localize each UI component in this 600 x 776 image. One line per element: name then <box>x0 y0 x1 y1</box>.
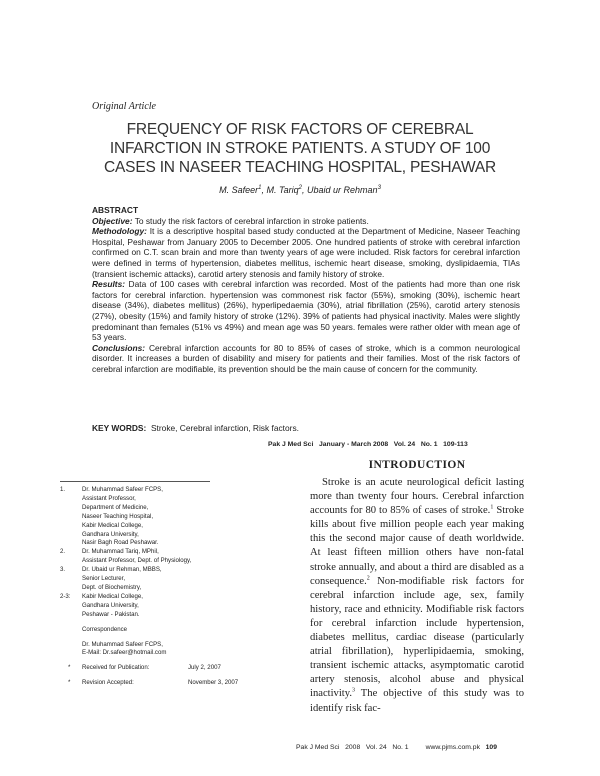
citation-mark: 1 <box>490 504 494 511</box>
affiliation-entry <box>60 593 305 620</box>
citation-mark: 2 <box>366 575 370 582</box>
abstract-results <box>92 279 520 343</box>
objective-label: Objective: <box>92 215 133 226</box>
date-value: November 3, 2007 <box>188 679 239 687</box>
footer-journal-text: Pak J Med Sci 2008 Vol. 24 No. 1 www.pjms.com.pk <box>296 744 480 751</box>
affiliation-line: Nasir Bagh Road Peshawar. <box>82 539 159 547</box>
affiliation-number: 1. <box>60 486 66 493</box>
abstract-methodology <box>92 226 520 279</box>
intro-text: The objective of this study was to identify risk fac- <box>310 688 524 714</box>
keywords-text: Stroke, Cerebral infarction, Risk factors. <box>150 423 299 433</box>
conclusions-text: Cerebral infarction accounts for 80 to 85% of cases of stroke, which is a common neurological disorder. It increases a burden of disability and misery for patients and their families. Most of the risk factors of cerebral infarction are modifiable, its prevention should be the main cause of concern for the community. <box>92 342 521 374</box>
author-name: M. Tariq <box>266 185 299 195</box>
introduction-body <box>310 476 524 716</box>
methodology-text: It is a descriptive hospital based study conducted at the Department of Medicine, Naseer Teaching Hospital, Peshawar from January 2005 to December 2005. One hundred patients of stroke with cerebral infarction confirmed on C.T. scan brain and more than twenty years of age were included. Risk factors for cerebral infarction were defined in terms of hypertension, diabetes mellitus, ischemic heart disease, smoking, dyslipidaemia, TIAs (transient ischemic attacks), carotid artery stenosis and family history of stroke. <box>92 226 521 279</box>
keywords <box>92 423 299 433</box>
abstract-objective <box>92 216 520 227</box>
author-affiliation-mark: 3 <box>377 185 381 191</box>
intro-text: Stroke kills about five million people each year making this the second major cause of death worldwide. At least fifteen million others have non-fatal stroke annually, and about a third are disabled as a consequence. <box>310 505 524 587</box>
abstract-section <box>92 205 520 375</box>
journal-citation-line: Pak J Med Sci January - March 2008 Vol. 24 No. 1 109-113 <box>268 441 468 448</box>
keywords-label: KEY WORDS: <box>92 423 147 433</box>
correspondence-line: Dr. Muhammad Safeer FCPS, <box>82 640 163 648</box>
affiliation-line: Peshawar - Pakistan. <box>82 610 140 618</box>
page-footer <box>296 744 497 751</box>
methodology-label: Methodology: <box>92 226 147 237</box>
objective-text: To study the risk factors of cerebral infarction in stroke patients. <box>134 215 369 226</box>
affiliation-entry <box>60 566 305 593</box>
affiliation-line: Dept. of Biochemistry, <box>82 583 142 591</box>
article-type: Original Article <box>92 101 156 112</box>
affiliation-line: Senior Lecturer, <box>82 575 126 583</box>
title-line: INFARCTION IN STROKE PATIENTS. A STUDY OF 100 <box>109 140 491 157</box>
date-star: * <box>68 679 71 687</box>
affiliation-number: 2-3: <box>60 592 71 600</box>
author-affiliation-mark: 1 <box>258 185 262 191</box>
abstract-conclusions <box>92 343 520 375</box>
affiliation-number: 2. <box>60 548 66 556</box>
affiliation-line: Dr. Muhammad Tariq, MPhil, <box>82 548 159 556</box>
date-value: July 2, 2007 <box>188 664 221 672</box>
correspondence-email: E-Mail: Dr.safeer@hotmail.com <box>82 649 167 657</box>
affiliation-line: Department of Medicine, <box>82 503 149 511</box>
date-revision-accepted <box>60 679 305 688</box>
page-number: 109 <box>485 744 497 751</box>
intro-text: Stroke is an acute neurological deficit lasting more than twenty four hours. Cerebral infarction accounts for 80 to 85% of cases of stroke. <box>310 477 524 517</box>
title-line: CASES IN NASEER TEACHING HOSPITAL, PESHAWAR <box>104 159 496 176</box>
abstract-heading: ABSTRACT <box>92 205 139 215</box>
author-affiliation-mark: 2 <box>298 185 302 191</box>
affiliation-line: Assistant Professor, Dept. of Physiology, <box>82 557 192 565</box>
correspondence-block <box>60 626 305 659</box>
results-label: Results: <box>92 279 126 290</box>
citation-mark: 3 <box>351 687 355 694</box>
author-name: Ubaid ur Rehman <box>307 185 378 195</box>
date-label: Received for Publication: <box>82 664 150 672</box>
conclusions-label: Conclusions: <box>92 342 146 353</box>
affiliation-entry <box>60 486 305 548</box>
date-label: Revision Accepted: <box>82 679 134 687</box>
affiliation-line: Kabir Medical College, <box>82 592 143 600</box>
affiliation-line: Naseer Teaching Hospital, <box>82 512 154 520</box>
date-star: * <box>68 664 71 672</box>
affiliation-line: Dr. Ubaid ur Rehman, MBBS, <box>82 566 162 574</box>
affiliation-line: Gandhara University, <box>82 601 139 609</box>
results-text: Data of 100 cases with cerebral infarction was recorded. Most of the patients had more than one risk factors for cerebral infarction. hypertension was commonest risk factor (55%), smoking (30%), ischemic heart disease (34%), diabetes mellitus) (26%), hyperlipedaemia (30%), atrial fibrillation (25%), carotid artery stenosis (27%), obesity (15%) and family history of stroke (12%). 39% of patients had physical inactivity. Males were slightly predominant than females (51% vs 49%) and mean age was 50 years. females were rather older with mean age of 53 years. <box>92 279 521 343</box>
affiliation-line: Assistant Professor, <box>82 494 136 502</box>
affiliation-line: Kabir Medical College, <box>82 521 143 529</box>
correspondence-label: Correspondence <box>82 625 128 633</box>
affiliation-line: Gandhara University, <box>82 530 139 538</box>
author-name: M. Safeer <box>219 185 259 195</box>
date-received <box>60 664 305 673</box>
author-list: M. Safeer$^1$, M. Tariq$^2$, Ubaid ur Rehman$^3$ <box>219 185 381 195</box>
affiliations-footnote <box>60 486 305 688</box>
paper-title <box>60 120 540 177</box>
affiliation-number: 3. <box>60 566 66 574</box>
intro-text: Non-modifiable risk factors for cerebral infarction include age, sex, family history, race and ethnicity. Modifiable risk factors for cerebral infarction include hypertension, diabetes mellitus, cardiac disease (particularly atrial fibrillation), hyperlipidaemia, smoking, transient ischemic attacks, asymptomatic carotid artery stenosis, alcohol abuse and physical inactivity. <box>310 575 524 700</box>
footnote-divider <box>60 481 210 482</box>
affiliation-entry <box>60 548 305 566</box>
title-line: FREQUENCY OF RISK FACTORS OF CEREBRAL <box>126 121 474 138</box>
introduction-heading: INTRODUCTION <box>368 459 466 471</box>
affiliation-line: Dr. Muhammad Safeer FCPS, <box>82 486 163 493</box>
